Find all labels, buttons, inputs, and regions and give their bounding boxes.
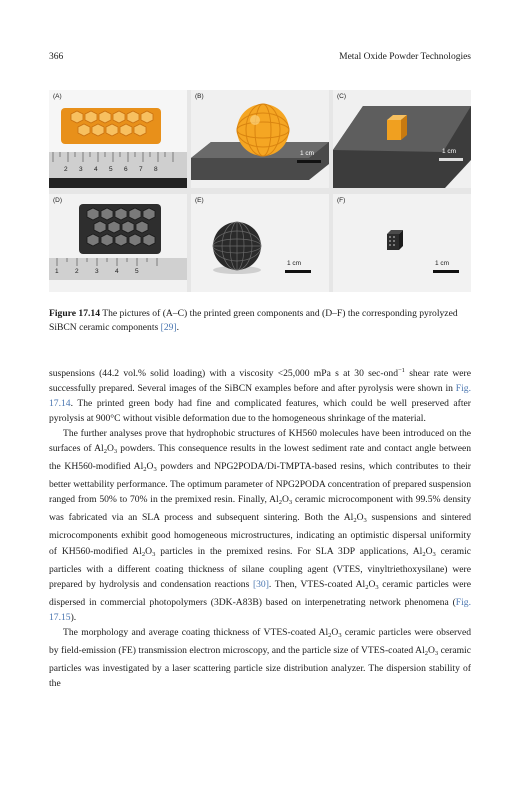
paragraph-3 — [49, 625, 471, 691]
subscript: 3 — [434, 649, 439, 657]
text-run: ceramic particles with a different coating thickness of silane coupling agent (VTES, vinyltriethoxysilane) were prepared by hydrolysis and condensation reactions — [49, 545, 471, 590]
figure-link[interactable]: Fig. 17.14 — [49, 383, 471, 410]
panel-e — [191, 194, 329, 292]
ruler-number: 7 — [139, 166, 143, 173]
subscript: 2 — [422, 550, 426, 558]
scale-label: 1 cm — [300, 150, 315, 157]
scale-label: 1 cm — [435, 260, 450, 267]
subscript: 3 — [152, 550, 156, 558]
panel-b-label: (B) — [195, 93, 204, 100]
text-run: ). — [70, 611, 77, 623]
paragraph-1 — [49, 363, 471, 426]
text-run: The further analyses prove that hydrophobic structures of KH560 molecules have been introduced on the surfaces of Al — [49, 428, 471, 455]
text-run: ceramic microcomponent with 99.5% density was fabricated via an SLA process and subsequent sintering. Both the Al — [49, 494, 471, 524]
ruler-number: 3 — [95, 268, 99, 275]
panel-a — [49, 90, 187, 188]
panel-e-photo — [191, 194, 329, 292]
text-run: ceramic particles was investigated by a laser scattering particle size distribution analyzer. The dispersion stability of the — [49, 644, 471, 689]
text-run: suspensions (44.2 vol.% solid loading) with a viscosity <25,000 mPa s at 30 sec-ond — [49, 368, 398, 379]
superscript: −1 — [398, 367, 405, 374]
panel-c — [333, 90, 471, 188]
scale-bar — [297, 160, 321, 163]
text-run: O — [145, 545, 153, 557]
text-run: O — [106, 443, 114, 455]
figure-number: Figure 17.14 — [49, 308, 100, 319]
figure-17-14 — [49, 90, 471, 292]
scale-bar — [439, 158, 463, 161]
body-text — [49, 363, 471, 691]
ruler-number: 5 — [109, 166, 113, 173]
text-run: powders. This consequence results in the lowest sediment rate and contact angle between the KH560-modified Al — [49, 443, 472, 473]
page-header — [49, 52, 471, 66]
subscript: 3 — [375, 583, 379, 591]
subscript: 3 — [153, 466, 157, 474]
figure-link[interactable]: Fig. 17.15 — [49, 596, 471, 623]
ruler-number: 2 — [75, 268, 79, 275]
text-run: O — [425, 545, 433, 557]
panel-a-label: (A) — [53, 93, 62, 100]
subscript: 2 — [328, 631, 332, 639]
panel-c-photo — [333, 90, 471, 188]
text-run: suspensions and sintered microcomponents exhibit good homogeneous microstructures, indicating an optimistic dispersal uniformity of KH560-modified Al — [49, 512, 471, 557]
panel-d-photo — [49, 194, 187, 292]
text-run: O — [356, 512, 364, 524]
ruler-number: 2 — [64, 166, 68, 173]
running-title: Metal Oxide Powder Technologies — [339, 52, 471, 62]
caption-end: . — [176, 322, 180, 333]
text-run: particles in the premixed resins. For SLA 3DP applications, Al — [155, 545, 423, 557]
text-run: ceramic particles were dispersed in commercial photopolymers (3DK-A83B) based on interpenetrating network phenomena ( — [49, 578, 471, 608]
panel-c-label: (C) — [337, 93, 347, 100]
text-run: O — [368, 578, 376, 590]
page-number: 366 — [49, 52, 64, 62]
subscript: 3 — [288, 499, 293, 507]
scale-label: 1 cm — [287, 260, 302, 267]
subscript: 2 — [141, 550, 146, 558]
ruler-number: 4 — [94, 166, 98, 173]
subscript: 3 — [432, 550, 436, 558]
ruler-number: 1 — [55, 268, 59, 275]
text-run: shear rate were successfully prepared. Several images of the SiBCN examples before and after pyrolysis were shown in — [49, 368, 471, 395]
text-run: O — [281, 494, 289, 506]
scale-bar — [285, 270, 311, 273]
panel-b-photo — [191, 90, 329, 188]
ruler-number: 8 — [154, 166, 158, 173]
text-run: The morphology and average coating thickness of VTES-coated Al — [63, 626, 329, 638]
ruler-number: 3 — [79, 166, 83, 173]
subscript: 3 — [113, 448, 118, 456]
subscript: 2 — [365, 583, 369, 591]
figure-caption — [49, 307, 471, 335]
panel-d-label: (D) — [53, 197, 63, 204]
panel-b — [191, 90, 329, 188]
text-run: O — [427, 644, 435, 656]
text-run: . The printed green body had fine and complicated features, which could be well preserved after pyrolysis at 900°C without visible deformation due to the homogeneous shrinkage of the material. — [49, 398, 471, 425]
subscript: 2 — [353, 517, 357, 525]
subscript: 2 — [103, 448, 107, 456]
text-run: ceramic particles were observed by field-emission (FE) transmission electron microscopy, and the particle size of VTES-coated Al — [49, 626, 472, 656]
panel-f-photo — [333, 194, 471, 292]
ruler-number: 5 — [135, 268, 139, 275]
scale-bar — [433, 270, 459, 273]
text-run: powders and NPG2PODA/Di-TMPTA-based resins, which contributes to their better wettability performance. The optimum parameter of NPG2PODA concentration of prepared suspension ranged from 50% to 70% in the premixed resin. Finally, Al — [49, 461, 471, 506]
citation-link[interactable]: [30] — [252, 578, 269, 590]
subscript: 2 — [278, 499, 282, 507]
subscript: 2 — [424, 649, 428, 657]
text-run: O — [331, 626, 339, 638]
ruler-number: 6 — [124, 166, 128, 173]
scale-label: 1 cm — [442, 148, 457, 155]
panel-f — [333, 194, 471, 292]
ruler-number: 4 — [115, 268, 119, 275]
subscript: 3 — [363, 517, 367, 525]
panel-e-label: (E) — [195, 197, 204, 204]
text-run: O — [146, 461, 154, 473]
text-run: . Then, VTES-coated Al — [268, 578, 366, 590]
panel-d — [49, 194, 187, 292]
subscript: 2 — [143, 466, 147, 474]
subscript: 3 — [338, 631, 342, 639]
panel-a-photo — [49, 90, 187, 188]
panel-f-label: (F) — [337, 197, 346, 204]
paragraph-2 — [49, 426, 471, 625]
citation-link[interactable]: [29] — [160, 322, 177, 333]
caption-text: The pictures of (A–C) the printed green components and (D–F) the corresponding pyrolyzed SiBCN ceramic components — [49, 308, 458, 333]
